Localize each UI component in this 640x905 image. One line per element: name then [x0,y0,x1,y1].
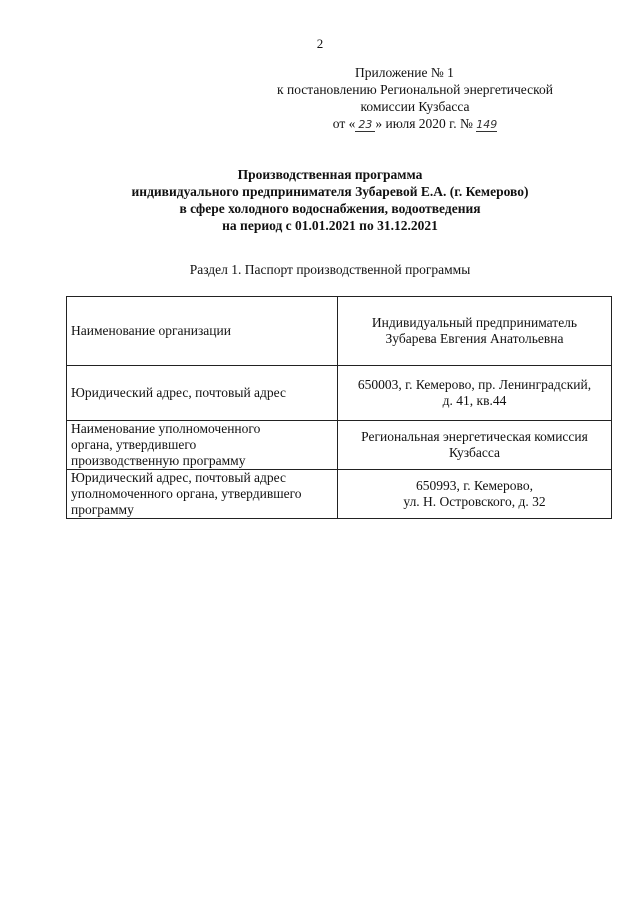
table-row [67,297,612,366]
value-line: Индивидуальный предприниматель [371,315,578,330]
date-suffix: » июля 2020 г. № [375,116,473,131]
appendix-resolution-line: к постановлению Региональной энергетической [277,82,553,97]
title-line-3: в сфере холодного водоснабжения, водоотведения [179,201,481,216]
row-label [67,421,338,470]
row-value [338,297,612,366]
label-line: Юридический адрес, почтовый адрес [71,470,286,485]
row-label [67,366,338,421]
label-line: производственную программу [71,453,246,468]
appendix-date-line [250,115,580,132]
date-prefix: от « [332,116,356,131]
row-value [338,366,612,421]
row-label [67,470,338,519]
value-line: 650993, г. Кемерово, [416,478,533,493]
appendix-commission-line: комиссии Кузбасса [360,99,470,114]
title-line-1: Производственная программа [237,167,423,182]
row-value [338,421,612,470]
section-heading: Раздел 1. Паспорт производственной программы [189,262,471,277]
page-number: 2 [316,36,324,51]
label-line: программу [71,502,134,517]
handwritten-document-number: 149 [476,118,498,131]
value-line: Региональная энергетическая комиссия [361,429,588,444]
passport-table [66,296,612,519]
value-line: Зубарева Евгения Анатольевна [385,331,564,346]
label-line: Наименование организации [71,323,231,338]
label-line: уполномоченного органа, утвердившего [71,486,302,501]
table-row [67,421,612,470]
value-line: 650003, г. Кемерово, пр. Ленинградский, [357,377,592,392]
value-line: ул. Н. Островского, д. 32 [403,494,546,509]
value-line: д. 41, кв.44 [442,393,507,408]
table-row [67,470,612,519]
table-row [67,366,612,421]
row-value [338,470,612,519]
title-line-2: индивидуального предпринимателя Зубаревой Е.А. (г. Кемерово) [131,184,529,199]
appendix-block [250,64,580,132]
label-line: органа, утвердившего [71,437,197,452]
value-line: Кузбасса [448,445,501,460]
document-title [60,166,600,234]
appendix-title: Приложение № 1 [355,65,454,80]
title-line-4: на период с 01.01.2021 по 31.12.2021 [222,218,438,233]
label-line: Юридический адрес, почтовый адрес [71,385,286,400]
handwritten-day: 23 [355,118,375,132]
row-label [67,297,338,366]
label-line: Наименование уполномоченного [71,421,261,436]
